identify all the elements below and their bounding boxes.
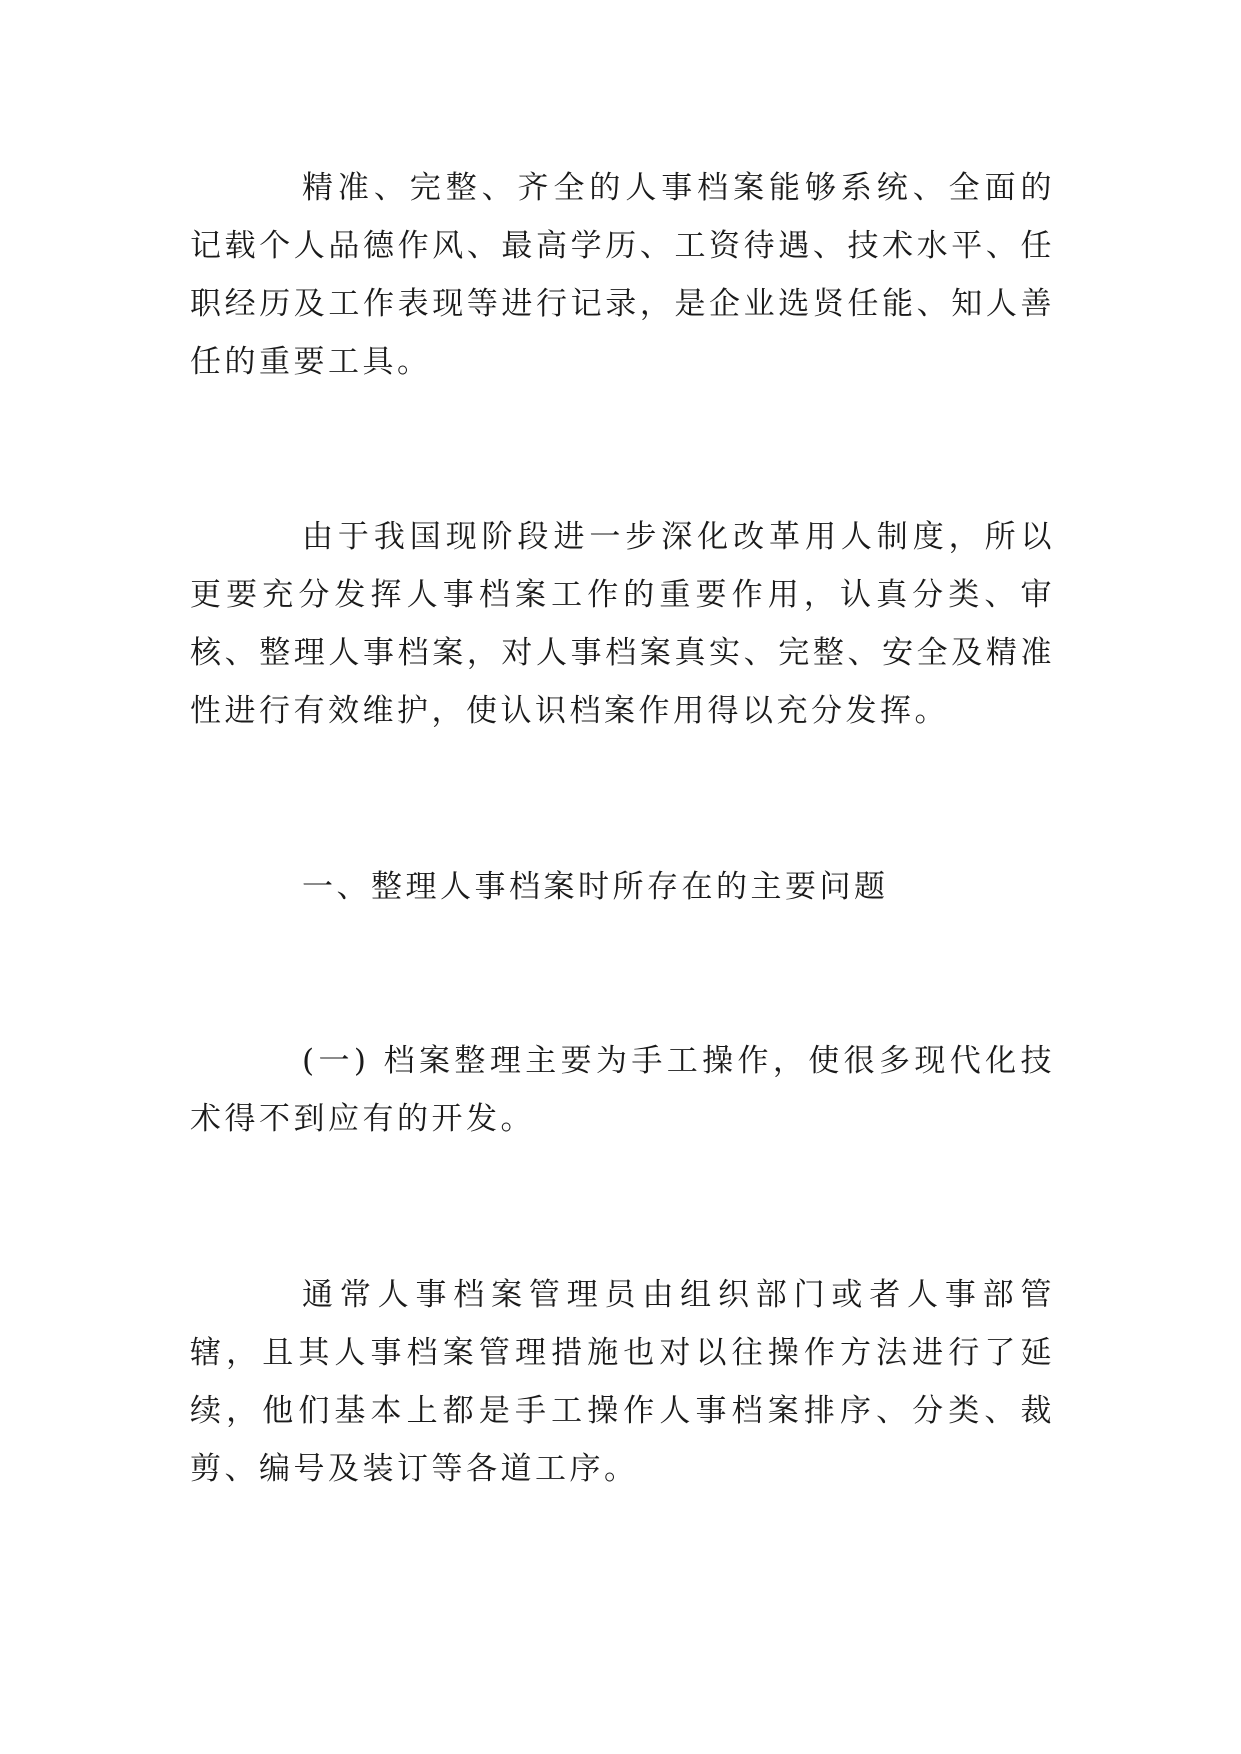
paragraph-reform: 由于我国现阶段进一步深化改革用人制度，所以更要充分发挥人事档案工作的重要作用，认真分类、审核、整理人事档案，对人事档案真实、完整、安全及精准性进行有效维护，使认识档案作用得以充分发挥。 (190, 519, 1055, 729)
section-heading-main-problems: 一、整理人事档案时所存在的主要问题 (302, 869, 889, 905)
paragraph-manual-process: 通常人事档案管理员由组织部门或者人事部管辖，且其人事档案管理措施也对以往操作方法进行了延续，他们基本上都是手工操作人事档案排序、分类、裁剪、编号及装订等各道工序。 (190, 1277, 1055, 1487)
paragraph-intro: 精准、完整、齐全的人事档案能够系统、全面的记载个人品德作风、最高学历、工资待遇、技术水平、任职经历及工作表现等进行记录，是企业选贤任能、知人善任的重要工具。 (190, 170, 1055, 380)
subsection-heading-manual-operation: (一) 档案整理主要为手工操作，使很多现代化技术得不到应有的开发。 (190, 1043, 1055, 1137)
